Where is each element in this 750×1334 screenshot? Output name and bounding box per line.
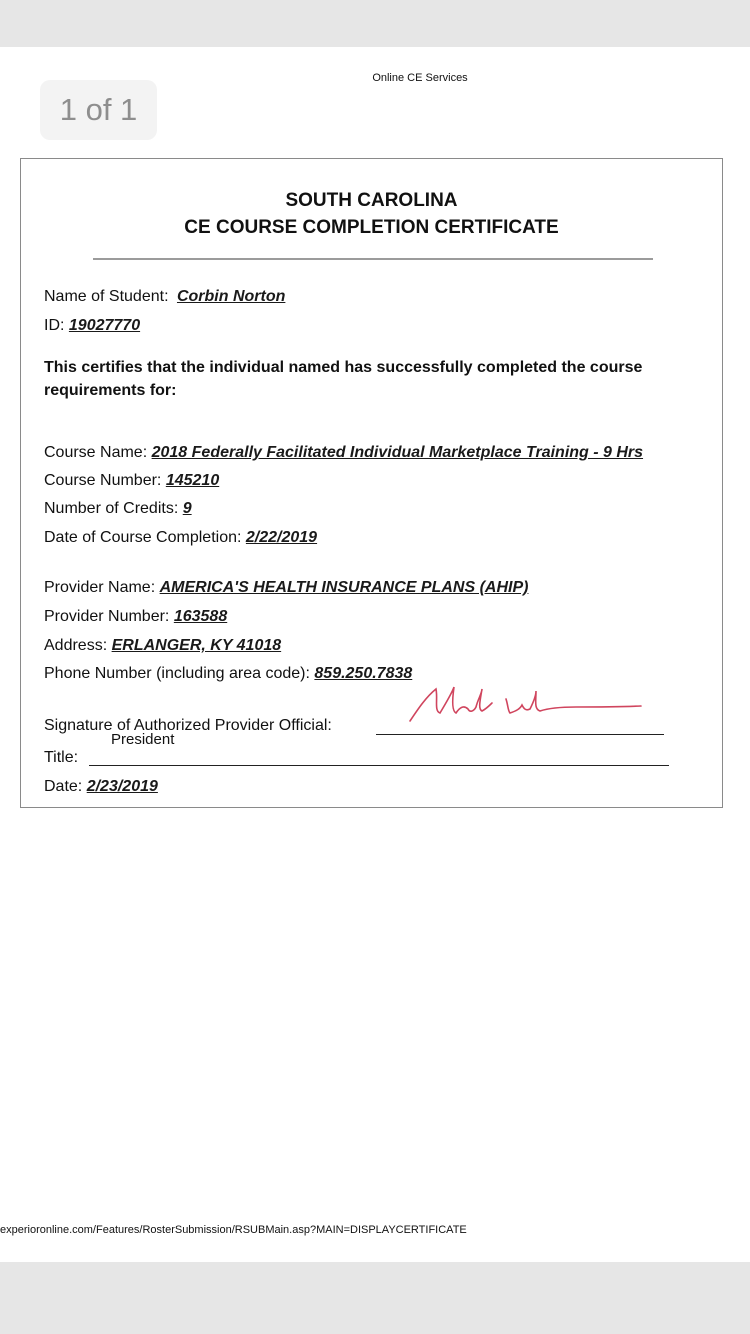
provider-number-value: 163588 <box>173 608 228 625</box>
provider-number-label: Provider Number: <box>44 608 170 625</box>
student-id-row <box>44 317 140 335</box>
footer-url: experioronline.com/Features/RosterSubmission/RSUBMain.asp?MAIN=DISPLAYCERTIFICATE <box>0 1224 467 1236</box>
course-credits-value: 9 <box>182 500 192 517</box>
provider-address-label: Address: <box>44 637 108 654</box>
title-divider <box>93 258 653 260</box>
course-number-value: 145210 <box>165 472 220 489</box>
course-name-row <box>44 444 643 462</box>
document-page <box>0 47 750 1262</box>
provider-phone-value: 859.250.7838 <box>314 665 413 682</box>
course-completion-value: 2/22/2019 <box>245 529 318 546</box>
course-credits-label: Number of Credits: <box>44 500 179 517</box>
provider-phone-label: Phone Number (including area code): <box>44 665 310 682</box>
student-id-value: 19027770 <box>68 317 141 334</box>
date-row <box>44 778 158 796</box>
title-row <box>44 749 78 767</box>
provider-name-label: Provider Name: <box>44 579 156 596</box>
certification-statement: This certifies that the individual named has successfully completed the course requirements for: <box>44 359 643 399</box>
page-counter-badge <box>40 80 157 140</box>
provider-number-row <box>44 608 227 626</box>
certificate-title-state: SOUTH CAROLINA <box>285 190 458 211</box>
provider-name-value: AMERICA'S HEALTH INSURANCE PLANS (AHIP) <box>159 579 529 596</box>
provider-name-row <box>44 579 528 597</box>
course-number-label: Course Number: <box>44 472 162 489</box>
page-counter-label: 1 of 1 <box>59 92 138 127</box>
course-credits-row <box>44 500 192 518</box>
document-header: Online CE Services <box>372 72 468 84</box>
course-number-row <box>44 472 219 490</box>
signature-image <box>396 679 656 731</box>
title-label: Title: <box>44 749 79 766</box>
course-name-label: Course Name: <box>44 444 148 461</box>
certificate-title: CE COURSE COMPLETION CERTIFICATE <box>184 217 559 238</box>
certificate-box <box>20 158 723 808</box>
signature-label: Signature of Authorized Provider Official: <box>44 717 332 734</box>
course-completion-row <box>44 529 317 547</box>
course-name-value: 2018 Federally Facilitated Individual Marketplace Training - 9 Hrs <box>151 444 644 461</box>
student-name-label: Name of Student: <box>44 288 169 305</box>
date-label: Date: <box>44 778 83 795</box>
title-line <box>89 753 669 766</box>
date-value: 2/23/2019 <box>86 778 158 795</box>
student-id-label: ID: <box>44 317 65 334</box>
student-name-row <box>44 288 285 306</box>
student-name-value: Corbin Norton <box>176 288 286 305</box>
provider-address-value: ERLANGER, KY 41018 <box>111 637 282 654</box>
signature-row <box>44 717 332 735</box>
provider-phone-row <box>44 665 412 683</box>
title-value: President <box>111 731 175 748</box>
provider-address-row <box>44 637 281 655</box>
course-completion-label: Date of Course Completion: <box>44 529 242 546</box>
